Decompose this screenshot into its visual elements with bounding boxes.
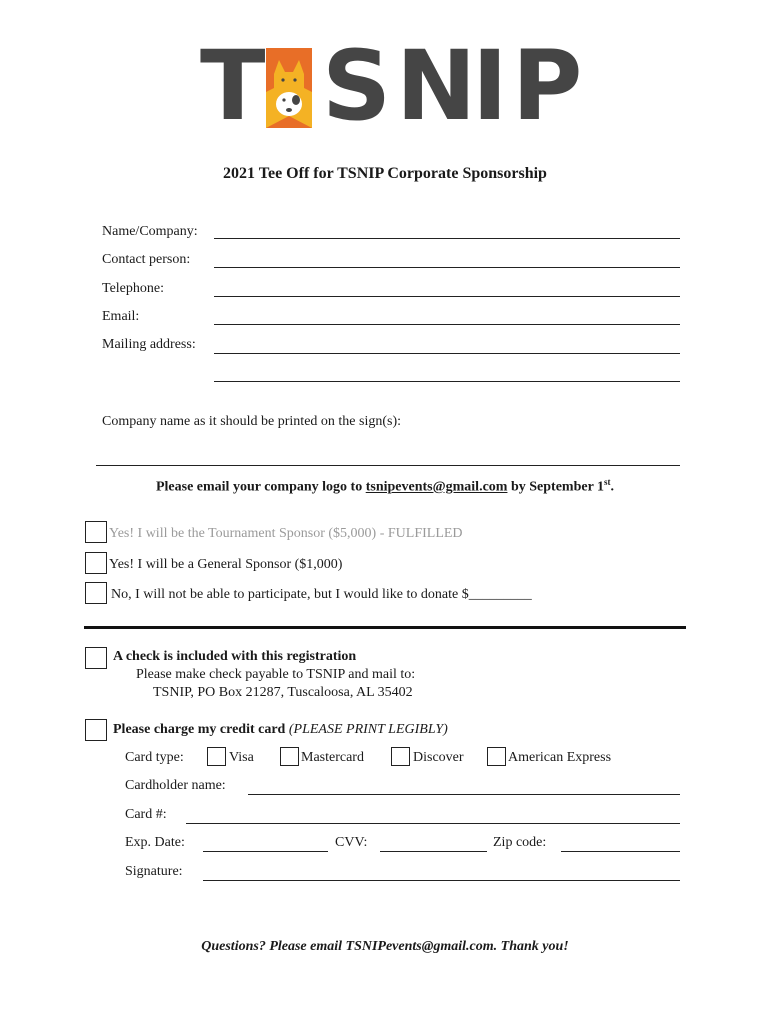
mastercard-label: Mastercard — [301, 750, 364, 765]
exp-date-label: Exp. Date: — [125, 835, 185, 850]
logo-letter-t: T — [200, 30, 266, 142]
name-company-field[interactable] — [214, 238, 680, 239]
section-divider — [84, 626, 686, 629]
sign-name-field[interactable] — [96, 465, 680, 466]
card-type-label: Card type: — [125, 750, 184, 765]
donate-checkbox[interactable] — [85, 582, 107, 604]
telephone-field[interactable] — [214, 296, 680, 297]
check-payable-text: Please make check payable to TSNIP and mail to: — [136, 667, 416, 682]
signature-field[interactable] — [203, 880, 680, 881]
mailing-address-field[interactable] — [214, 353, 680, 354]
exp-date-field[interactable] — [203, 851, 328, 852]
logo-letter-s: S — [322, 30, 392, 142]
amex-label: American Express — [508, 750, 612, 765]
donate-label: No, I will not be able to participate, but I would like to donate $_________ — [111, 587, 532, 602]
amex-checkbox[interactable] — [487, 747, 506, 766]
credit-card-label: Please charge my credit card — [113, 722, 286, 737]
notice-date: by September 1 — [507, 479, 605, 495]
notice-email-link[interactable]: tsnipevents@gmail.com — [365, 479, 508, 495]
contact-person-field[interactable] — [214, 267, 680, 268]
logo-email-notice — [0, 477, 770, 496]
notice-text: Please email your company logo to — [155, 479, 366, 495]
credit-card-checkbox[interactable] — [85, 719, 107, 741]
cat-and-dog-logo-icon — [266, 48, 312, 128]
notice-sup: st — [604, 477, 611, 487]
name-company-label: Name/Company: — [102, 224, 198, 239]
mailing-address-text: TSNIP, PO Box 21287, Tuscaloosa, AL 35402 — [153, 685, 413, 700]
card-number-field[interactable] — [186, 823, 680, 824]
email-field[interactable] — [214, 324, 680, 325]
tournament-sponsor-checkbox[interactable] — [85, 521, 107, 543]
mastercard-checkbox[interactable] — [280, 747, 299, 766]
mailing-address-label: Mailing address: — [102, 337, 196, 352]
cardholder-name-label: Cardholder name: — [125, 778, 226, 793]
mailing-address-field-2[interactable] — [214, 381, 680, 382]
zip-code-field[interactable] — [561, 851, 680, 852]
check-included-label: A check is included with this registration — [113, 649, 357, 664]
telephone-label: Telephone: — [102, 281, 164, 296]
questions-footer: Questions? Please email TSNIPevents@gmail.com. Thank you! — [201, 939, 569, 954]
credit-card-heading — [113, 721, 448, 739]
print-legibly-note: (PLEASE PRINT LEGIBLY) — [288, 722, 448, 737]
visa-label: Visa — [229, 750, 254, 765]
cvv-field[interactable] — [380, 851, 487, 852]
logo-letter-n: N — [396, 30, 477, 142]
check-included-checkbox[interactable] — [85, 647, 107, 669]
contact-person-label: Contact person: — [102, 252, 191, 267]
discover-checkbox[interactable] — [391, 747, 410, 766]
notice-end: . — [610, 479, 615, 495]
page-title: 2021 Tee Off for TSNIP Corporate Sponsorship — [223, 165, 547, 182]
logo-letter-p: P — [512, 30, 583, 142]
tournament-sponsor-label: Yes! I will be the Tournament Sponsor ($5,000) - FULFILLED — [109, 526, 463, 541]
cvv-label: CVV: — [335, 835, 368, 850]
cardholder-name-field[interactable] — [248, 794, 680, 795]
email-label: Email: — [102, 309, 140, 324]
discover-label: Discover — [413, 750, 464, 765]
general-sponsor-label: Yes! I will be a General Sponsor ($1,000) — [109, 557, 343, 572]
sign-name-label: Company name as it should be printed on the sign(s): — [102, 414, 402, 429]
signature-label: Signature: — [125, 864, 183, 879]
visa-checkbox[interactable] — [207, 747, 226, 766]
logo-letter-i: I — [472, 30, 508, 142]
card-number-label: Card #: — [125, 807, 167, 822]
zip-code-label: Zip code: — [493, 835, 547, 850]
general-sponsor-checkbox[interactable] — [85, 552, 107, 574]
